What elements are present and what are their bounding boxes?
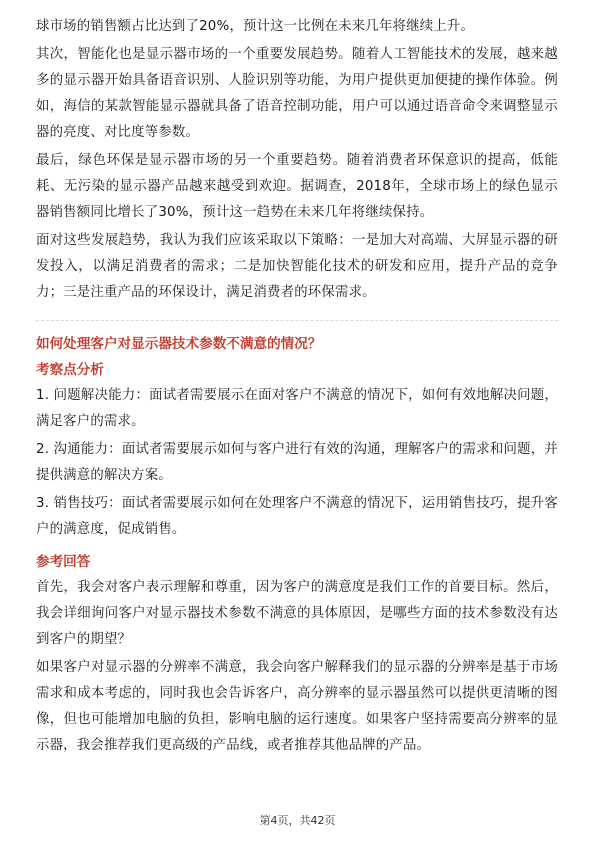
analysis-item-3: 3. 销售技巧：面试者需要展示如何在处理客户不满意的情况下，运用销售技巧，提升客户的满意度，促成销售。 — [36, 496, 558, 537]
section-divider — [36, 320, 558, 321]
intro-paragraph-1: 球市场的销售额占比达到了20%，预计这一比例在未来几年将继续上升。 — [36, 19, 475, 34]
answer-paragraph-2: 如果客户对显示器的分辨率不满意，我会向客户解释我们的显示器的分辨率是基于市场需求和成本考虑的，同时我也会告诉客户，高分辨率的显示器虽然可以提供更清晰的图像，但也可能增加电脑的负担，影响电脑的运行速度。如果客户坚持需要高分辨率的显示器，我会推荐我们更高级的产品线，或者推荐其他品牌的产品。 — [36, 660, 558, 753]
page-number: 第4页，共42页 — [259, 814, 336, 827]
intro-paragraph-2: 其次，智能化也是显示器市场的一个重要发展趋势。随着人工智能技术的发展，越来越多的显示器开始具备语音识别、人脸识别等功能，为用户提供更加便捷的操作体验。例如，海信的某款智能显示器就具备了语音控制功能，用户可以通过语音命令来调整显示器的亮度、对比度等参数。 — [36, 47, 558, 140]
analysis-title: 考察点分析 — [36, 362, 104, 378]
answer-paragraph-1: 首先，我会对客户表示理解和尊重，因为客户的满意度是我们工作的首要目标。然后，我会详细询问客户对显示器技术参数不满意的具体原因，是哪些方面的技术参数没有达到客户的期望？ — [36, 580, 558, 647]
question-heading: 如何处理客户对显示器技术参数不满意的情况？ — [36, 336, 322, 352]
intro-paragraph-3: 最后，绿色环保是显示器市场的另一个重要趋势。随着消费者环保意识的提高，低能耗、无污染的显示器产品越来越受到欢迎。据调查，2018年，全球市场上的绿色显示器销售额同比增长了30%，预计这一趋势在未来几年将继续保持。 — [36, 153, 558, 220]
analysis-item-1: 1. 问题解决能力：面试者需要展示在面对客户不满意的情况下，如何有效地解决问题，满足客户的需求。 — [36, 388, 558, 429]
intro-paragraph-4: 面对这些发展趋势，我认为我们应该采取以下策略：一是加大对高端、大屏显示器的研发投入，以满足消费者的需求；二是加快智能化技术的研发和应用，提升产品的竞争力；三是注重产品的环保设计，满足消费者的环保需求。 — [36, 233, 558, 300]
page-content — [36, 14, 558, 759]
answer-title: 参考回答 — [36, 554, 91, 570]
analysis-item-2: 2. 沟通能力：面试者需要展示如何与客户进行有效的沟通，理解客户的需求和问题，并提供满意的解决方案。 — [36, 442, 558, 483]
